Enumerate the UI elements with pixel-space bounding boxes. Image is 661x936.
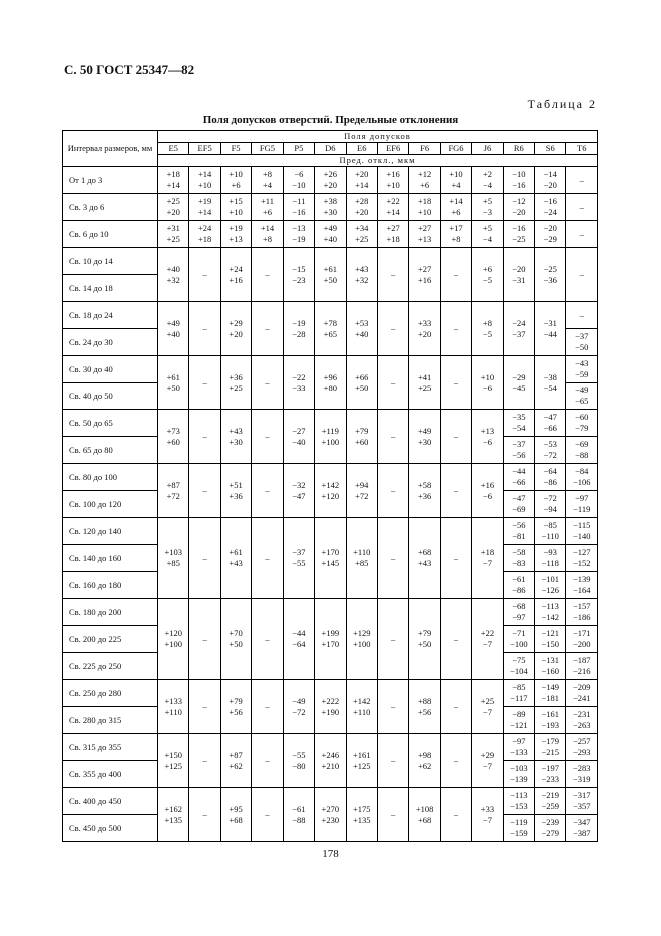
interval-label: Св. 18 до 24 <box>63 302 158 329</box>
deviation-cell: +40 +32 <box>158 248 189 302</box>
deviation-cell: – <box>252 410 283 464</box>
table-row <box>63 302 598 329</box>
header-interval: Интервал размеров, мм <box>63 131 158 167</box>
deviation-cell: −11 −16 <box>283 194 314 221</box>
deviation-cell: −20 −31 <box>503 248 534 302</box>
deviation-cell: – <box>566 302 598 329</box>
interval-label: Св. 14 до 18 <box>63 275 158 302</box>
deviation-cell: – <box>189 680 220 734</box>
header-units: Пред. откл., мкм <box>158 155 598 167</box>
deviation-cell: – <box>440 356 471 410</box>
deviation-cell: – <box>189 302 220 356</box>
interval-label: Св. 140 до 160 <box>63 545 158 572</box>
deviation-cell: −44 −66 <box>503 464 534 491</box>
interval-label: Св. 40 до 50 <box>63 383 158 410</box>
deviation-cell: −171 −200 <box>566 626 598 653</box>
deviation-cell: – <box>440 680 471 734</box>
page-number: 178 <box>322 848 339 860</box>
deviation-cell: +61 +50 <box>158 356 189 410</box>
deviation-cell: +96 +80 <box>315 356 346 410</box>
deviation-cell: +222 +190 <box>315 680 346 734</box>
deviation-cell: +18 −7 <box>472 518 503 599</box>
deviation-cell: −15 −23 <box>283 248 314 302</box>
deviation-cell: −13 −19 <box>283 221 314 248</box>
column-header-fg6: FG6 <box>440 143 471 155</box>
deviation-cell: – <box>440 788 471 842</box>
deviation-cell: +31 +25 <box>158 221 189 248</box>
deviation-cell: – <box>566 194 598 221</box>
table-row <box>63 518 598 545</box>
interval-label: Св. 100 до 120 <box>63 491 158 518</box>
deviation-cell: +88 +56 <box>409 680 440 734</box>
interval-label: Св. 450 до 500 <box>63 815 158 842</box>
deviation-cell: – <box>377 410 408 464</box>
deviation-cell: +78 +65 <box>315 302 346 356</box>
table-row <box>63 194 598 221</box>
deviation-cell: −113 −153 <box>503 788 534 815</box>
deviation-cell: +34 +25 <box>346 221 377 248</box>
table-row <box>63 167 598 194</box>
table-row <box>63 356 598 383</box>
deviation-cell: −31 −44 <box>535 302 566 356</box>
deviation-cell: −239 −279 <box>535 815 566 842</box>
deviation-cell: +14 +6 <box>440 194 471 221</box>
deviation-cell: +38 +30 <box>315 194 346 221</box>
deviation-cell: +2 −4 <box>472 167 503 194</box>
deviation-cell: −43 −59 <box>566 356 598 383</box>
deviation-cell: −49 −65 <box>566 383 598 410</box>
deviation-cell: +246 +210 <box>315 734 346 788</box>
deviation-cell: – <box>440 302 471 356</box>
table-row <box>63 788 598 815</box>
interval-label: Св. 65 до 80 <box>63 437 158 464</box>
deviation-cell: +43 +32 <box>346 248 377 302</box>
deviation-cell: −25 −36 <box>535 248 566 302</box>
interval-label: Св. 24 до 30 <box>63 329 158 356</box>
table-row <box>63 680 598 707</box>
deviation-cell: −14 −20 <box>535 167 566 194</box>
deviation-cell: +27 +18 <box>377 221 408 248</box>
interval-label: Св. 6 до 10 <box>63 221 158 248</box>
deviation-cell: +87 +72 <box>158 464 189 518</box>
deviation-cell: +25 −7 <box>472 680 503 734</box>
deviation-cell: +24 +16 <box>220 248 251 302</box>
column-header-ef5: EF5 <box>189 143 220 155</box>
deviation-cell: −101 −126 <box>535 572 566 599</box>
deviation-cell: −19 −28 <box>283 302 314 356</box>
deviation-cell: +26 +20 <box>315 167 346 194</box>
deviation-cell: −197 −233 <box>535 761 566 788</box>
deviation-cell: +161 +125 <box>346 734 377 788</box>
deviation-cell: +15 +10 <box>220 194 251 221</box>
deviation-cell: +41 +25 <box>409 356 440 410</box>
deviation-cell: +79 +60 <box>346 410 377 464</box>
deviation-cell: −149 −181 <box>535 680 566 707</box>
deviation-cell: −27 −40 <box>283 410 314 464</box>
deviation-cell: +6 −5 <box>472 248 503 302</box>
deviation-cell: −64 −86 <box>535 464 566 491</box>
deviation-cell: −97 −119 <box>566 491 598 518</box>
deviation-cell: +33 +20 <box>409 302 440 356</box>
deviation-cell: +120 +100 <box>158 599 189 680</box>
deviation-cell: −121 −150 <box>535 626 566 653</box>
deviation-cell: +53 +40 <box>346 302 377 356</box>
deviation-cell: +33 −7 <box>472 788 503 842</box>
deviation-cell: −219 −259 <box>535 788 566 815</box>
deviation-cell: +8 −5 <box>472 302 503 356</box>
deviation-cell: – <box>377 788 408 842</box>
deviation-cell: +129 +100 <box>346 599 377 680</box>
deviation-cell: −22 −33 <box>283 356 314 410</box>
deviation-cell: +13 −6 <box>472 410 503 464</box>
deviation-cell: +49 +30 <box>409 410 440 464</box>
deviation-cell: +19 +14 <box>189 194 220 221</box>
column-header-f6: F6 <box>409 143 440 155</box>
deviation-cell: +94 +72 <box>346 464 377 518</box>
deviation-cell: – <box>189 248 220 302</box>
deviation-cell: −16 −25 <box>503 221 534 248</box>
deviation-cell: −127 −152 <box>566 545 598 572</box>
deviation-cell: +19 +13 <box>220 221 251 248</box>
deviation-cell: +12 +6 <box>409 167 440 194</box>
deviation-cell: +61 +43 <box>220 518 251 599</box>
deviation-cell: +27 +16 <box>409 248 440 302</box>
deviation-cell: – <box>252 518 283 599</box>
deviation-cell: – <box>440 599 471 680</box>
deviation-cell: – <box>252 356 283 410</box>
table-name: Таблица 2 <box>527 97 597 111</box>
deviation-cell: +199 +170 <box>315 599 346 680</box>
deviation-cell: −131 −160 <box>535 653 566 680</box>
deviation-cell: −16 −24 <box>535 194 566 221</box>
deviation-cell: −75 −104 <box>503 653 534 680</box>
deviation-cell: −47 −66 <box>535 410 566 437</box>
deviation-cell: −37 −55 <box>283 518 314 599</box>
deviation-cell: +95 +68 <box>220 788 251 842</box>
deviation-cell: −179 −215 <box>535 734 566 761</box>
interval-label: Св. 315 до 355 <box>63 734 158 761</box>
deviation-cell: −139 −164 <box>566 572 598 599</box>
deviation-cell: +49 +40 <box>158 302 189 356</box>
deviation-cell: – <box>440 464 471 518</box>
deviation-cell: +14 +10 <box>189 167 220 194</box>
deviation-cell: −38 −54 <box>535 356 566 410</box>
deviation-cell: – <box>377 464 408 518</box>
deviation-cell: +36 +25 <box>220 356 251 410</box>
deviation-cell: +270 +230 <box>315 788 346 842</box>
deviation-cell: −115 −140 <box>566 518 598 545</box>
deviation-cell: – <box>252 599 283 680</box>
deviation-cell: – <box>189 464 220 518</box>
deviation-cell: +22 +14 <box>377 194 408 221</box>
deviation-cell: +51 +36 <box>220 464 251 518</box>
deviation-cell: −24 −37 <box>503 302 534 356</box>
table-row <box>63 734 598 761</box>
deviation-cell: +103 +85 <box>158 518 189 599</box>
interval-label: Св. 30 до 40 <box>63 356 158 383</box>
interval-label: Св. 400 до 450 <box>63 788 158 815</box>
deviation-cell: +10 −6 <box>472 356 503 410</box>
deviation-cell: −47 −69 <box>503 491 534 518</box>
deviation-cell: +133 +110 <box>158 680 189 734</box>
column-header-d6: D6 <box>315 143 346 155</box>
deviation-cell: +87 +62 <box>220 734 251 788</box>
deviation-cell: – <box>377 599 408 680</box>
deviation-cell: +10 +6 <box>220 167 251 194</box>
deviation-cell: −61 −88 <box>283 788 314 842</box>
interval-label: Св. 180 до 200 <box>63 599 158 626</box>
deviation-cell: +14 +8 <box>252 221 283 248</box>
deviation-cell: – <box>189 734 220 788</box>
table-row <box>63 599 598 626</box>
deviation-cell: −84 −106 <box>566 464 598 491</box>
interval-label: Св. 160 до 180 <box>63 572 158 599</box>
deviation-cell: −93 −118 <box>535 545 566 572</box>
deviation-cell: +119 +100 <box>315 410 346 464</box>
deviation-cell: – <box>566 221 598 248</box>
deviation-cell: – <box>377 680 408 734</box>
deviation-cell: +170 +145 <box>315 518 346 599</box>
table-row <box>63 464 598 491</box>
column-header-p5: P5 <box>283 143 314 155</box>
deviation-cell: +11 +6 <box>252 194 283 221</box>
interval-label: Св. 225 до 250 <box>63 653 158 680</box>
table-row <box>63 248 598 275</box>
deviation-cell: +49 +40 <box>315 221 346 248</box>
table-row <box>63 410 598 437</box>
document-header: С. 50 ГОСТ 25347—82 <box>64 62 195 77</box>
deviation-cell: – <box>252 734 283 788</box>
deviation-cell: −37 −56 <box>503 437 534 464</box>
deviation-cell: +18 +14 <box>158 167 189 194</box>
deviation-cell: – <box>252 788 283 842</box>
deviation-cell: – <box>440 518 471 599</box>
deviation-cell: −69 −88 <box>566 437 598 464</box>
deviation-cell: – <box>377 734 408 788</box>
deviation-cell: – <box>189 356 220 410</box>
deviation-cell: −113 −142 <box>535 599 566 626</box>
table-caption: Поля допусков отверстий. Предельные отклонения <box>202 114 459 126</box>
table-row <box>63 221 598 248</box>
column-header-e6: E6 <box>346 143 377 155</box>
deviation-cell: +29 +20 <box>220 302 251 356</box>
column-header-ef6: EF6 <box>377 143 408 155</box>
interval-label: Св. 120 до 140 <box>63 518 158 545</box>
tolerance-table <box>62 130 598 842</box>
deviation-cell: +66 +50 <box>346 356 377 410</box>
deviation-cell: −85 −110 <box>535 518 566 545</box>
deviation-cell: −209 −241 <box>566 680 598 707</box>
interval-label: Св. 10 до 14 <box>63 248 158 275</box>
interval-label: Св. 250 до 280 <box>63 680 158 707</box>
deviation-cell: −55 −80 <box>283 734 314 788</box>
deviation-cell: +79 +56 <box>220 680 251 734</box>
deviation-cell: −161 −193 <box>535 707 566 734</box>
deviation-cell: +98 +62 <box>409 734 440 788</box>
column-header-s6: S6 <box>535 143 566 155</box>
deviation-cell: −89 −121 <box>503 707 534 734</box>
deviation-cell: −347 −387 <box>566 815 598 842</box>
deviation-cell: +27 +13 <box>409 221 440 248</box>
deviation-cell: +5 −4 <box>472 221 503 248</box>
deviation-cell: −56 −81 <box>503 518 534 545</box>
deviation-cell: +28 +20 <box>346 194 377 221</box>
deviation-cell: −12 −20 <box>503 194 534 221</box>
deviation-cell: −283 −319 <box>566 761 598 788</box>
deviation-cell: +108 +68 <box>409 788 440 842</box>
deviation-cell: −20 −29 <box>535 221 566 248</box>
column-header-j6: J6 <box>472 143 503 155</box>
deviation-cell: +70 +50 <box>220 599 251 680</box>
deviation-cell: – <box>252 248 283 302</box>
deviation-cell: +25 +20 <box>158 194 189 221</box>
deviation-cell: +175 +135 <box>346 788 377 842</box>
deviation-cell: +68 +43 <box>409 518 440 599</box>
deviation-cell: +79 +50 <box>409 599 440 680</box>
deviation-cell: −72 −94 <box>535 491 566 518</box>
deviation-cell: +5 −3 <box>472 194 503 221</box>
deviation-cell: −317 −357 <box>566 788 598 815</box>
deviation-cell: +18 +10 <box>409 194 440 221</box>
deviation-cell: −257 −293 <box>566 734 598 761</box>
deviation-cell: +110 +85 <box>346 518 377 599</box>
deviation-cell: −53 −72 <box>535 437 566 464</box>
interval-label: Св. 50 до 65 <box>63 410 158 437</box>
deviation-cell: +10 +4 <box>440 167 471 194</box>
deviation-cell: +43 +30 <box>220 410 251 464</box>
interval-label: Св. 200 до 225 <box>63 626 158 653</box>
deviation-cell: −187 −216 <box>566 653 598 680</box>
deviation-cell: +17 +8 <box>440 221 471 248</box>
deviation-cell: – <box>189 599 220 680</box>
deviation-cell: +58 +36 <box>409 464 440 518</box>
deviation-cell: – <box>377 248 408 302</box>
deviation-cell: −97 −133 <box>503 734 534 761</box>
deviation-cell: – <box>189 410 220 464</box>
deviation-cell: – <box>377 518 408 599</box>
header-fields: Поля допусков <box>158 131 598 143</box>
deviation-cell: +24 +18 <box>189 221 220 248</box>
column-header-r6: R6 <box>503 143 534 155</box>
deviation-cell: +22 −7 <box>472 599 503 680</box>
deviation-cell: +8 +4 <box>252 167 283 194</box>
deviation-cell: +16 +10 <box>377 167 408 194</box>
deviation-cell: −119 −159 <box>503 815 534 842</box>
deviation-cell: – <box>566 248 598 302</box>
deviation-cell: +73 +60 <box>158 410 189 464</box>
column-header-t6: T6 <box>566 143 598 155</box>
deviation-cell: −68 −97 <box>503 599 534 626</box>
deviation-cell: +142 +120 <box>315 464 346 518</box>
interval-label: От 1 до 3 <box>63 167 158 194</box>
deviation-cell: – <box>440 734 471 788</box>
deviation-cell: – <box>566 167 598 194</box>
deviation-cell: – <box>252 680 283 734</box>
deviation-cell: −44 −64 <box>283 599 314 680</box>
column-header-fg5: FG5 <box>252 143 283 155</box>
deviation-cell: – <box>252 464 283 518</box>
deviation-cell: −157 −186 <box>566 599 598 626</box>
deviation-cell: −231 −263 <box>566 707 598 734</box>
deviation-cell: −6 −10 <box>283 167 314 194</box>
deviation-cell: – <box>189 518 220 599</box>
deviation-cell: −60 −79 <box>566 410 598 437</box>
deviation-cell: – <box>377 356 408 410</box>
deviation-cell: −32 −47 <box>283 464 314 518</box>
deviation-cell: – <box>440 410 471 464</box>
interval-label: Св. 355 до 400 <box>63 761 158 788</box>
deviation-cell: +20 +14 <box>346 167 377 194</box>
deviation-cell: −35 −54 <box>503 410 534 437</box>
deviation-cell: +142 +110 <box>346 680 377 734</box>
deviation-cell: +61 +50 <box>315 248 346 302</box>
column-header-f5: F5 <box>220 143 251 155</box>
deviation-cell: +150 +125 <box>158 734 189 788</box>
deviation-cell: – <box>189 788 220 842</box>
deviation-cell: −37 −50 <box>566 329 598 356</box>
interval-label: Св. 280 до 315 <box>63 707 158 734</box>
deviation-cell: −61 −86 <box>503 572 534 599</box>
interval-label: Св. 80 до 100 <box>63 464 158 491</box>
deviation-cell: −58 −83 <box>503 545 534 572</box>
deviation-cell: +162 +135 <box>158 788 189 842</box>
deviation-cell: −10 −16 <box>503 167 534 194</box>
deviation-cell: −49 −72 <box>283 680 314 734</box>
deviation-cell: −71 −100 <box>503 626 534 653</box>
deviation-cell: – <box>440 248 471 302</box>
deviation-cell: +29 −7 <box>472 734 503 788</box>
deviation-cell: −103 −139 <box>503 761 534 788</box>
deviation-cell: – <box>252 302 283 356</box>
deviation-cell: −85 −117 <box>503 680 534 707</box>
deviation-cell: −29 −45 <box>503 356 534 410</box>
column-header-e5: E5 <box>158 143 189 155</box>
interval-label: Св. 3 до 6 <box>63 194 158 221</box>
deviation-cell: – <box>377 302 408 356</box>
deviation-cell: +16 −6 <box>472 464 503 518</box>
